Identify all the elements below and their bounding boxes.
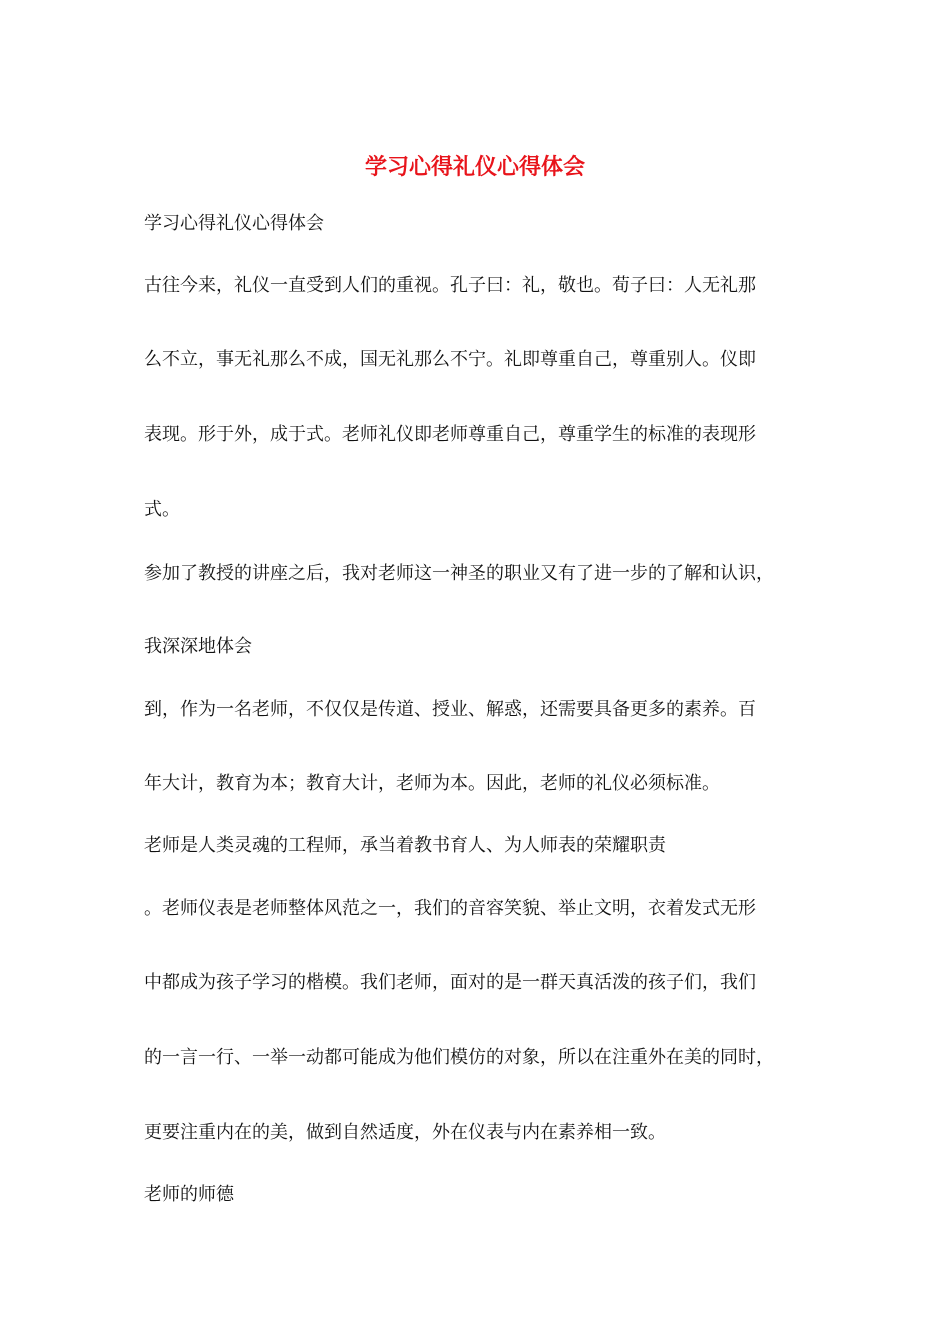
paragraph-line: 的一言一行、一举一动都可能成为他们模仿的对象，所以在注重外在美的同时，	[144, 1047, 774, 1068]
paragraph-line: 参加了教授的讲座之后，我对老师这一神圣的职业又有了进一步的了解和认识，	[144, 563, 774, 584]
paragraph-line: 老师的师德	[144, 1184, 234, 1205]
paragraph-line: 古往今来，礼仪一直受到人们的重视。孔子曰：礼，敬也。荀子曰：人无礼那	[144, 275, 756, 296]
paragraph-line: 中都成为孩子学习的楷模。我们老师，面对的是一群天真活泼的孩子们，我们	[144, 972, 756, 993]
paragraph-line: 式。	[144, 499, 180, 520]
paragraph-line: 学习心得礼仪心得体会	[144, 213, 324, 234]
paragraph-line: 到，作为一名老师，不仅仅是传道、授业、解惑，还需要具备更多的素养。百	[144, 699, 756, 720]
paragraph-line: 年大计，教育为本；教育大计，老师为本。因此，老师的礼仪必须标准。	[144, 773, 720, 794]
paragraph-line: 么不立，事无礼那么不成，国无礼那么不宁。礼即尊重自己，尊重别人。仪即	[144, 349, 756, 370]
document-title: 学习心得礼仪心得体会	[364, 155, 585, 180]
paragraph-line: 更要注重内在的美，做到自然适度，外在仪表与内在素养相一致。	[144, 1122, 666, 1143]
paragraph-line: 老师是人类灵魂的工程师，承当着教书育人、为人师表的荣耀职责	[144, 835, 666, 856]
paragraph-line: 表现。形于外，成于式。老师礼仪即老师尊重自己，尊重学生的标准的表现形	[144, 424, 756, 445]
paragraph-line: 。老师仪表是老师整体风范之一，我们的音容笑貌、举止文明，衣着发式无形	[144, 898, 756, 919]
paragraph-line: 我深深地体会	[144, 636, 252, 657]
